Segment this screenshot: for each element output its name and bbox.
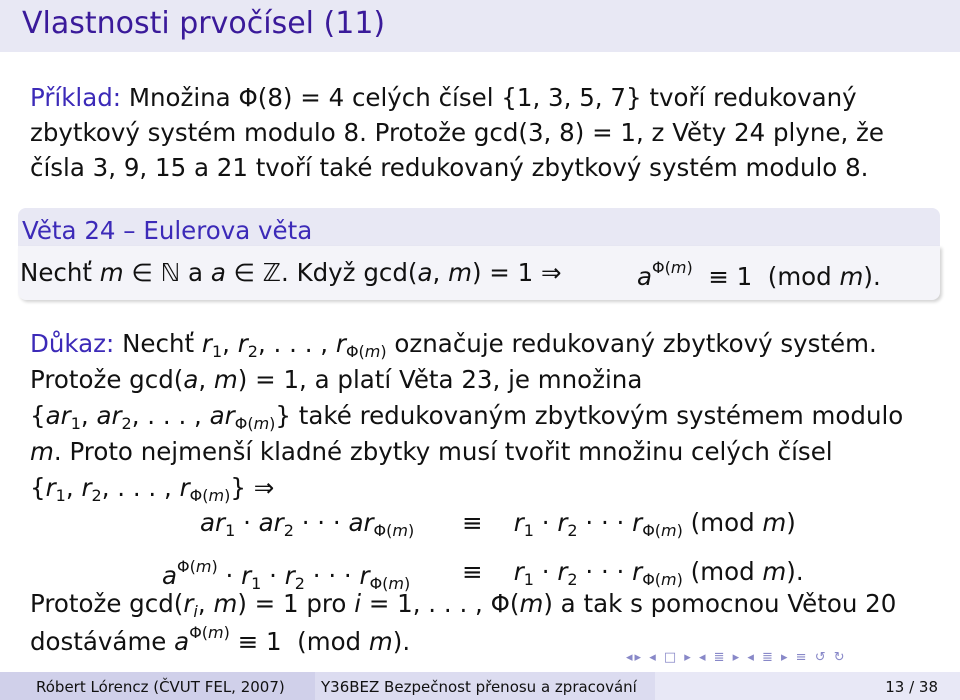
- proof-line-2: Protože gcd(a, m) = 1, a platí Věta 23, je množina: [30, 365, 643, 394]
- footer-course: Y36BEZ Bezpečnost přenosu a zpracování: [321, 678, 637, 696]
- navigation-bar: [626, 650, 847, 665]
- proof-line-4: m. Proto nejmenší kladné zbytky musí tvořit množinu celých čísel: [30, 437, 833, 466]
- theorem-title: Věta 24 – Eulerova věta: [22, 216, 313, 245]
- example-line-2: zbytkový systém modulo 8. Protože gcd(3, 8) = 1, z Věty 24 plyne, že: [30, 118, 884, 147]
- equation-2-rhs: ≡ $r_1 \cdot r_2$ · · · $r_{\Phi(m)}$ (mod m).: [462, 557, 804, 589]
- title-bar: [0, 0, 960, 52]
- theorem-result: $a^{\Phi(m)} \equiv 1$ (mod m).: [637, 258, 881, 291]
- theorem-statement: Nechť m ∈ ℕ a a ∈ ℤ. Když gcd(a, m) = 1 ⇒: [20, 258, 562, 287]
- footer-page-box: [655, 672, 960, 700]
- conclusion-line-2: dostáváme $a^{\Phi(m)} \equiv 1$ (mod m).: [30, 623, 411, 656]
- footer-author: Róbert Lórencz (ČVUT FEL, 2007): [36, 678, 285, 696]
- proof-line-5: {$r_1$, $r_2$, . . . , $r_{\Phi(m)}$} ⇒: [30, 473, 275, 505]
- example-line-1: Příklad: Množina Φ(8) = 4 celých čísel {1, 3, 5, 7} tvoří redukovaný: [30, 83, 857, 112]
- footer-author-box: [0, 672, 315, 700]
- proof-line-1: Důkaz: Nechť $r_1$, $r_2$, . . . , $r_{\Phi(m)}$ označuje redukovaný zbytkový systém.: [30, 329, 877, 361]
- equation-1-lhs: $ar_1 \cdot ar_2$ · · · $ar_{\Phi(m)}$: [200, 508, 415, 540]
- theorem-header: [18, 208, 940, 246]
- footer-course-box: [315, 672, 655, 700]
- conclusion-line-1: Protože $\gcd(r_i$, m) = 1 pro i = 1, . . . , Φ(m) a tak s pomocnou Větou 20: [30, 589, 897, 621]
- example-label: Příklad:: [30, 83, 122, 112]
- nav-section-icon[interactable]: ◂ ≣ ▸: [698, 650, 742, 665]
- proof-label: Důkaz:: [30, 329, 115, 358]
- proof-line-3: {$ar_1$, $ar_2$, . . . , $ar_{\Phi(m)}$} také redukovaným zbytkovým systémem modulo: [30, 401, 904, 433]
- example-line-3: čísla 3, 9, 15 a 21 tvoří také redukovaný zbytkový systém modulo 8.: [30, 153, 869, 182]
- nav-align-icon[interactable]: ≡: [795, 650, 809, 665]
- slide-title: Vlastnosti prvočísel (11): [22, 6, 386, 41]
- equation-2-lhs: $a^{\Phi(m)} \cdot r_1 \cdot r_2$ · · · $r_{\Phi(m)}$: [162, 557, 411, 593]
- nav-right-icon[interactable]: ▸: [634, 650, 644, 665]
- nav-subsection-icon[interactable]: ◂ ≣ ▸: [747, 650, 790, 665]
- theorem-body: [18, 246, 940, 300]
- footer-page: 13 / 38: [885, 678, 938, 696]
- nav-frame-icon[interactable]: ◂ □ ▸: [649, 650, 693, 665]
- footer: [0, 672, 960, 700]
- nav-left-icon[interactable]: ◂: [626, 650, 635, 665]
- nav-search-icon[interactable]: ↺ ↻: [814, 650, 847, 665]
- equation-1-rhs: ≡ $r_1 \cdot r_2$ · · · $r_{\Phi(m)}$ (mod m): [462, 508, 796, 540]
